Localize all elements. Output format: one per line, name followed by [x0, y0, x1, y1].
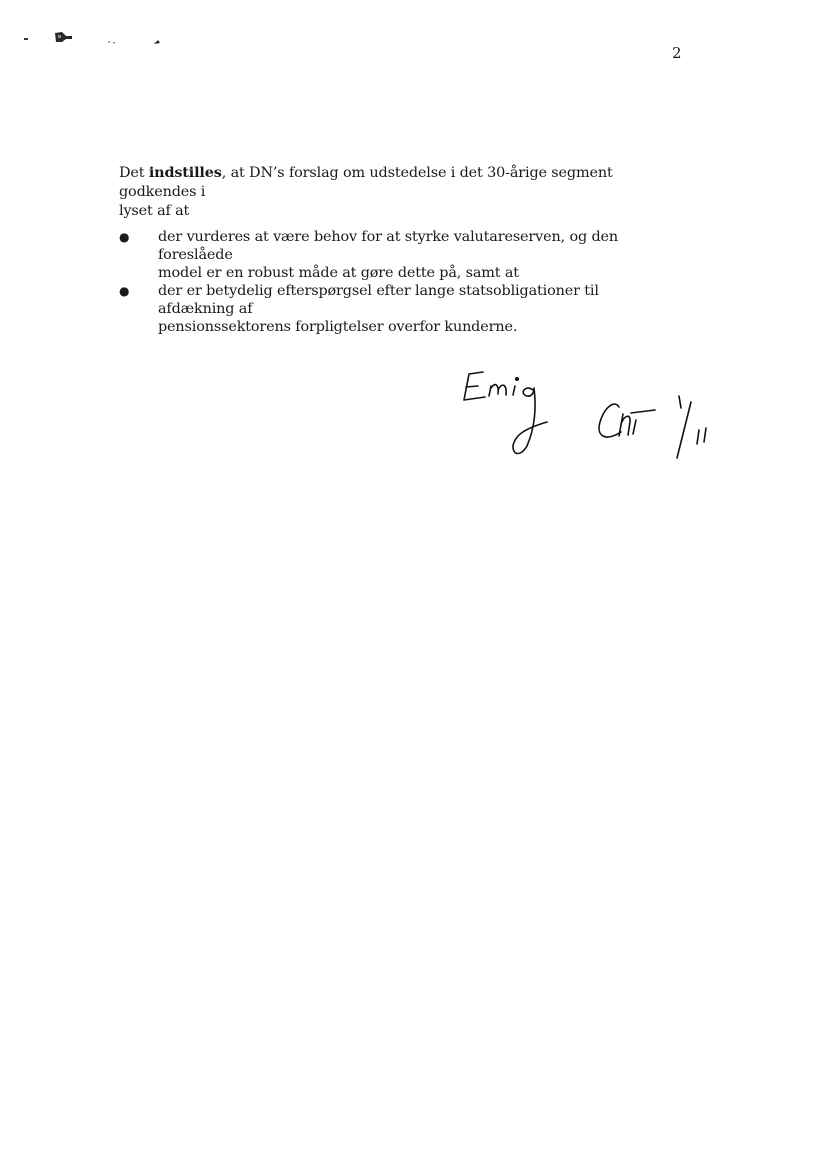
intro-line-1	[119, 163, 679, 202]
intro-prefix: Det	[119, 165, 149, 181]
intro-paragraph	[119, 163, 679, 221]
bullet-list	[119, 228, 679, 336]
intro-bold-term: indstilles	[148, 164, 222, 181]
intro-line1-rest: , at DN’s forslag om udstedelse i det 30-årige segment godkendes i	[119, 165, 613, 200]
page-number: 2	[672, 44, 682, 62]
scan-artifact-marks	[0, 0, 200, 60]
bullet-2-line-2: pensionssektorens forpligtelser overfor kunderne.	[158, 319, 518, 335]
bullet-1-line-2: model er en robust måde at gøre dette på, samt at	[158, 265, 519, 281]
intro-line-2: lyset af at	[119, 203, 190, 219]
bullet-item-2	[119, 282, 679, 336]
handwritten-signatures	[455, 362, 735, 462]
bullet-2-line-1: der er betydelig efterspørgsel efter lange statsobligationer til afdækning af	[158, 283, 599, 317]
bullet-dot-icon: ●	[119, 230, 130, 244]
signature-date	[677, 396, 706, 458]
signature-enig	[464, 372, 547, 454]
signature-initials	[599, 404, 655, 437]
bullet-item-1	[119, 228, 679, 282]
bullet-1-line-1: der vurderes at være behov for at styrke valutareserven, og den foreslåede	[158, 229, 619, 263]
bullet-dot-icon: ●	[119, 284, 130, 298]
